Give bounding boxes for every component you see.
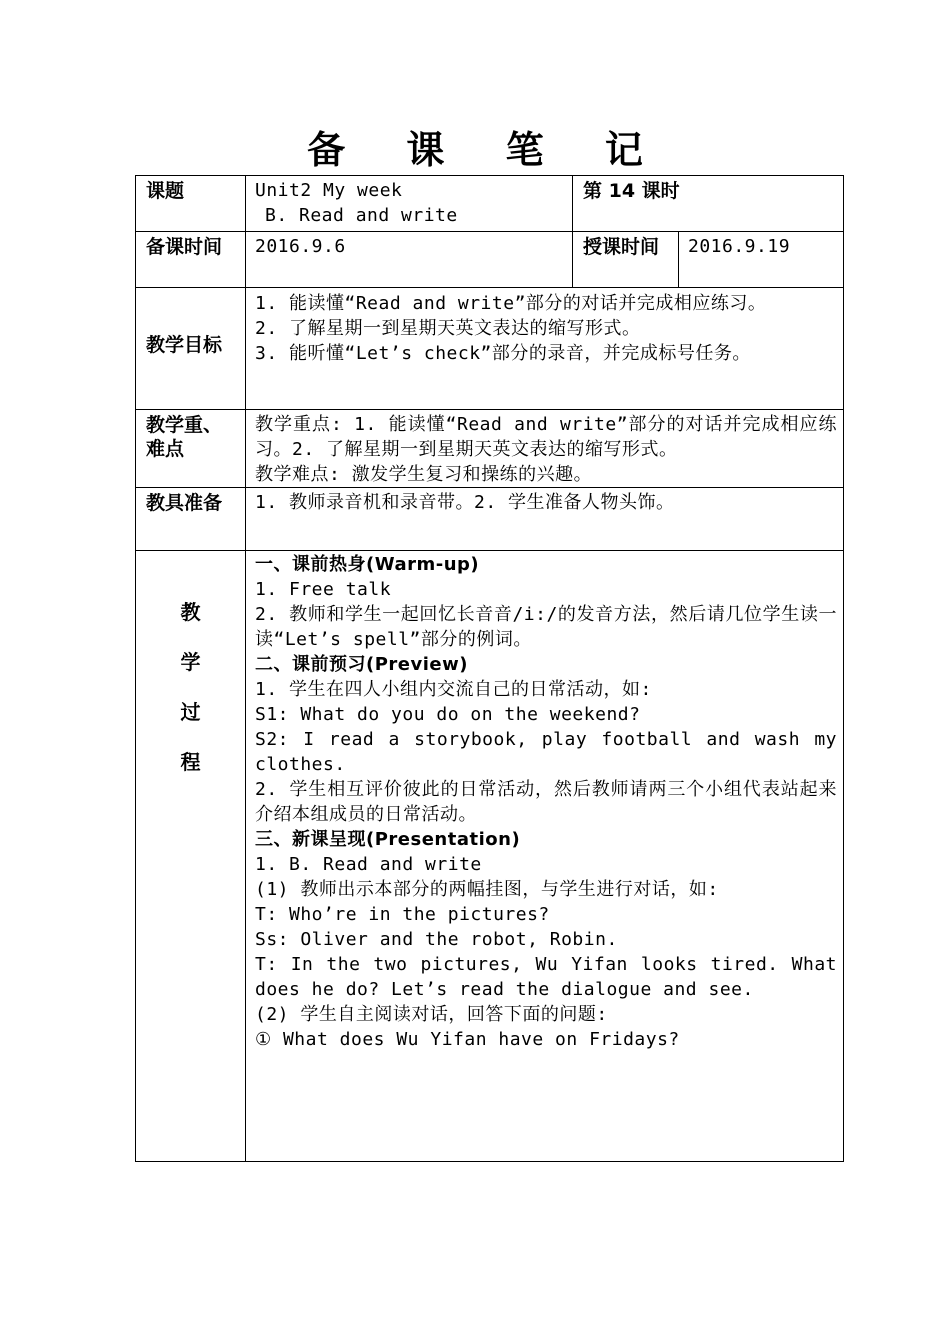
process-line: ① What does Wu Yifan have on Fridays? [255, 1029, 680, 1050]
goal-item: 1. 能读懂“Read and write”部分的对话并完成相应练习。 [255, 293, 767, 314]
keypoints-cell [246, 410, 844, 488]
process-line: S2: I read a storybook, play football and wash my clothes. [255, 729, 838, 775]
process-label [136, 551, 246, 1162]
process-row [136, 551, 844, 1162]
topic-row [136, 176, 844, 232]
topic-label: 课题 [136, 176, 246, 232]
topic-cell [246, 176, 573, 232]
process-line: Ss: Oliver and the robot, Robin. [255, 929, 618, 950]
key-points: 教学重点: 1. 能读懂“Read and write”部分的对话并完成相应练习。2. 了解星期一到星期天英文表达的缩写形式。 [255, 414, 838, 460]
date-row [136, 232, 844, 288]
teach-time-label: 授课时间 [573, 232, 679, 288]
process-line: 2. 学生相互评价彼此的日常活动，然后教师请两三个小组代表站起来介绍本组成员的日常活动。 [255, 779, 838, 825]
topic-unit: Unit2 My week [255, 180, 403, 201]
process-label-char: 过 [180, 700, 201, 724]
keypoints-label [136, 410, 246, 488]
tools-label: 教具准备 [136, 488, 246, 551]
difficult-points: 教学难点: 激发学生复习和操练的兴趣。 [255, 464, 593, 485]
process-line: 1. Free talk [255, 579, 392, 600]
goals-cell [246, 288, 844, 410]
process-line: (1) 教师出示本部分的两幅挂图，与学生进行对话，如: [255, 879, 719, 900]
process-label-char: 教 [180, 600, 201, 624]
process-line: (2) 学生自主阅读对话，回答下面的问题: [255, 1004, 608, 1025]
prep-date: 2016.9.6 [246, 232, 573, 288]
goals-label: 教学目标 [136, 288, 246, 410]
section-heading-preview: 二、课前预习(Preview) [255, 654, 468, 675]
process-line: T: In the two pictures, Wu Yifan looks tired. What does he do? Let’s read the dialogue and see. [255, 954, 838, 1000]
keypoints-label-line1: 教学重、 [146, 414, 223, 436]
prep-time-label: 备课时间 [136, 232, 246, 288]
goal-item: 2. 了解星期一到星期天英文表达的缩写形式。 [255, 318, 641, 339]
teach-date: 2016.9.19 [679, 232, 844, 288]
topic-section: B. Read and write [265, 205, 458, 226]
tools-row [136, 488, 844, 551]
page-title: 备 课 笔 记 [307, 128, 667, 172]
process-label-char: 程 [180, 750, 201, 774]
process-line: S1: What do you do on the weekend? [255, 704, 641, 725]
section-heading-warmup: 一、课前热身(Warm-up) [255, 554, 480, 575]
process-line: T: Who’re in the pictures? [255, 904, 550, 925]
section-heading-presentation: 三、新课呈现(Presentation) [255, 829, 521, 850]
keypoints-label-line2: 难点 [146, 438, 185, 460]
process-cell [246, 551, 844, 1162]
process-line: 1. 学生在四人小组内交流自己的日常活动，如: [255, 679, 652, 700]
lesson-plan-table [135, 175, 844, 1162]
keypoints-row [136, 410, 844, 488]
process-label-char: 学 [180, 650, 201, 674]
goal-item: 3. 能听懂“Let’s check”部分的录音，并完成标号任务。 [255, 343, 751, 364]
goals-row [136, 288, 844, 410]
process-line: 1. B. Read and write [255, 854, 482, 875]
process-line: 2. 教师和学生一起回忆长音音/i:/的发音方法，然后请几位学生读一读“Let’s spell”部分的例词。 [255, 604, 838, 650]
period-label: 第 14 课时 [573, 176, 844, 232]
tools-text: 1. 教师录音机和录音带。2. 学生准备人物头饰。 [246, 488, 844, 551]
